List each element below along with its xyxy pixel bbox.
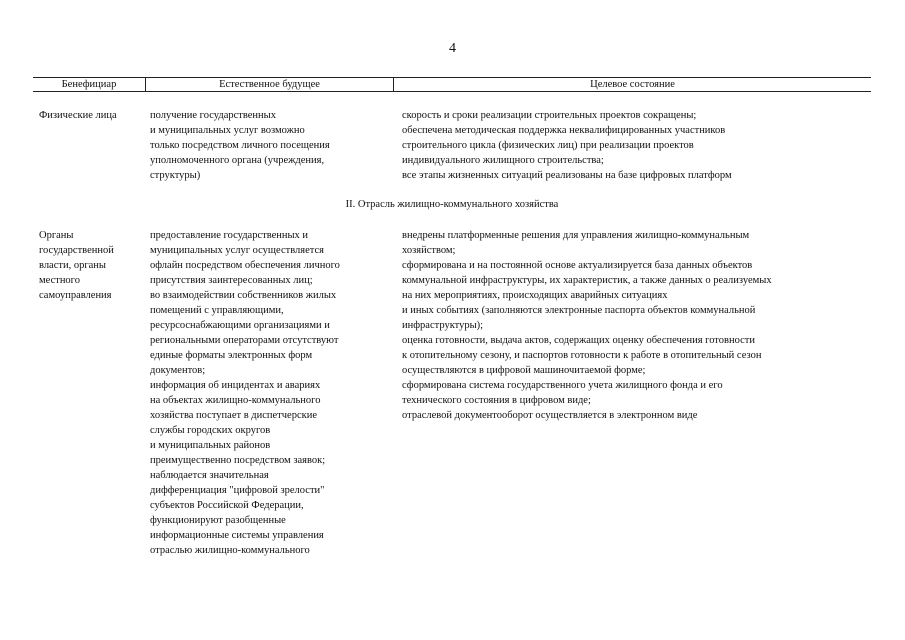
row-natural-future-individuals bbox=[150, 108, 330, 183]
section-title: II. Отрасль жилищно-коммунального хозяйства bbox=[345, 199, 559, 210]
text-line: только посредством личного посещения bbox=[150, 140, 330, 151]
text-line: скорость и сроки реализации строительных проектов сокращены; bbox=[402, 110, 697, 121]
text-line: обеспечена методическая поддержка неквалифицированных участников bbox=[402, 125, 726, 136]
text-line: и иных событиях (заполняются электронные паспорта объектов коммунальной bbox=[402, 305, 756, 316]
text-line: функционируют разобщенные bbox=[150, 515, 286, 526]
column-header-target-state: Целевое состояние bbox=[590, 79, 675, 90]
text-line: строительного цикла (физических лиц) при реализации проектов bbox=[402, 140, 694, 151]
text-line: ресурсоснабжающими организациями и bbox=[150, 320, 330, 331]
text-line: к отопительному сезону, и паспортов готовности к работе в отопительный сезон bbox=[402, 350, 762, 361]
text-line: и муниципальных районов bbox=[150, 440, 271, 451]
text-line: службы городских округов bbox=[150, 425, 271, 436]
text-line: региональными операторами отсутствуют bbox=[150, 335, 339, 346]
text-line: отраслевой документооборот осуществляется в электронном виде bbox=[402, 410, 698, 421]
text-line: структуры) bbox=[150, 170, 201, 181]
text-line: получение государственных bbox=[150, 110, 276, 121]
text-line: государственной bbox=[39, 245, 114, 256]
text-line: инфраструктуры); bbox=[402, 320, 484, 331]
table-header-bottom-rule bbox=[33, 91, 871, 92]
text-line: внедрены платформенные решения для управления жилищно-коммунальным bbox=[402, 230, 750, 241]
column-header-beneficiary: Бенефициар bbox=[61, 79, 117, 90]
text-line: хозяйства поступает в диспетчерские bbox=[150, 410, 318, 421]
text-line: власти, органы bbox=[39, 260, 106, 271]
text-line: оценка готовности, выдача актов, содержащих оценку обеспечения готовности bbox=[402, 335, 755, 346]
text-line: офлайн посредством обеспечения личного bbox=[150, 260, 340, 271]
column-header-natural-future: Естественное будущее bbox=[219, 79, 320, 90]
text-line: во взаимодействии собственников жилых bbox=[150, 290, 337, 301]
text-line: помещений с управляющими, bbox=[150, 305, 284, 316]
text-line: на объектах жилищно-коммунального bbox=[150, 395, 321, 406]
text-line: присутствия заинтересованных лиц; bbox=[150, 275, 313, 286]
text-line: субъектов Российской Федерации, bbox=[150, 500, 304, 511]
row-beneficiary-individuals bbox=[39, 108, 117, 123]
text-line: коммунальной инфраструктуры, их характеристик, а также данных о реализуемых bbox=[402, 275, 772, 286]
page-number: 4 bbox=[449, 41, 456, 56]
text-line: преимущественно посредством заявок; bbox=[150, 455, 326, 466]
text-line: все этапы жизненных ситуаций реализованы на базе цифровых платформ bbox=[402, 170, 732, 181]
text-line: отраслью жилищно-коммунального bbox=[150, 545, 310, 556]
text-line: единые форматы электронных форм bbox=[150, 350, 313, 361]
row-natural-future-authorities bbox=[150, 228, 340, 558]
text-line: уполномоченного органа (учреждения, bbox=[150, 155, 325, 166]
text-line: на них мероприятиях, происходящих аварийных ситуациях bbox=[402, 290, 668, 301]
text-line: осуществляются в цифровой машиночитаемой форме; bbox=[402, 365, 646, 376]
text-line: хозяйством; bbox=[402, 245, 456, 256]
text-line: информационные системы управления bbox=[150, 530, 324, 541]
text-line: информация об инцидентах и авариях bbox=[150, 380, 321, 391]
text-line: дифференциация "цифровой зрелости" bbox=[150, 485, 325, 496]
text-line: предоставление государственных и bbox=[150, 230, 309, 241]
row-target-state-authorities bbox=[402, 228, 772, 423]
text-line: технического состояния в цифровом виде; bbox=[402, 395, 591, 406]
text-line: сформирована и на постоянной основе актуализируется база данных объектов bbox=[402, 260, 753, 271]
row-beneficiary-authorities bbox=[39, 228, 114, 303]
text-line: Органы bbox=[39, 230, 74, 241]
text-line: самоуправления bbox=[39, 290, 112, 301]
text-line: муниципальных услуг осуществляется bbox=[150, 245, 324, 256]
text-line: индивидуального жилищного строительства; bbox=[402, 155, 604, 166]
text-line: Физические лица bbox=[39, 110, 117, 121]
text-line: местного bbox=[39, 275, 80, 286]
text-line: наблюдается значительная bbox=[150, 470, 269, 481]
text-line: документов; bbox=[150, 365, 206, 376]
text-line: сформирована система государственного учета жилищного фонда и его bbox=[402, 380, 723, 391]
text-line: и муниципальных услуг возможно bbox=[150, 125, 305, 136]
row-target-state-individuals bbox=[402, 108, 732, 183]
